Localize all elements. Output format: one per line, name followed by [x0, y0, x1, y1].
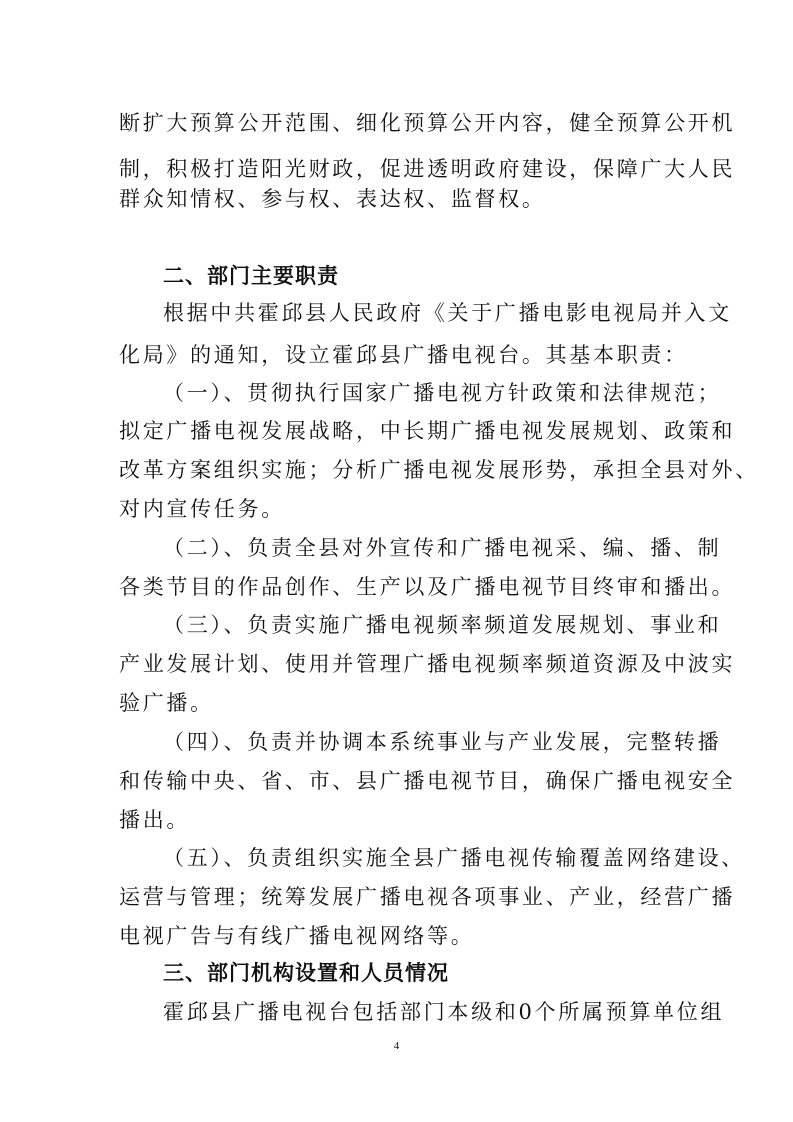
section-heading: 三、部门机构设置和人员情况 [163, 961, 449, 985]
body-text-line: 化局》的通知，设立霍邱县广播电视台。其基本职责： [119, 343, 688, 367]
duty-item-line: 产业发展计划、使用并管理广播电视频率频道资源及中波实 [119, 652, 736, 676]
body-text-line: 断扩大预算公开范围、细化预算公开内容，健全预算公开机 [119, 111, 736, 135]
duty-item-line: 拟定广播电视发展战略，中长期广播电视发展规划、政策和 [119, 419, 736, 443]
page-number: 4 [393, 1040, 400, 1052]
duty-item-line: 改革方案组织实施；分析广播电视发展形势，承担全县对外、 [119, 458, 759, 482]
duty-item-line: （一）、贯彻执行国家广播电视方针政策和法律规范； [163, 381, 722, 405]
duty-item-line: （三）、负责实施广播电视频率频道发展规划、事业和 [163, 613, 722, 637]
body-text-line: 群众知情权、参与权、表达权、监督权。 [119, 187, 546, 211]
section-heading: 二、部门主要职责 [163, 264, 339, 288]
duty-item-line: 和传输中央、省、市、县广播电视节目，确保广播电视安全 [119, 769, 736, 793]
duty-item-line: （四）、负责并协调本系统事业与产业发展，完整转播 [163, 730, 722, 754]
duty-item-line: 运营与管理；统筹发展广播电视各项事业、产业，经营广播 [119, 885, 736, 909]
duty-item-line: （二）、负责全县对外宣传和广播电视采、编、播、制 [163, 536, 722, 560]
body-text-line: 霍邱县广播电视台包括部门本级和0个所属预算单位组 [163, 1000, 725, 1024]
duty-item-line: 验广播。 [119, 691, 214, 715]
duty-item-line: 播出。 [119, 808, 191, 832]
duty-item-line: 各类节目的作品创作、生产以及广播电视节目终审和播出。 [119, 575, 736, 599]
duty-item-line: 电视广告与有线广播电视网络等。 [119, 924, 475, 948]
duty-item-line: （五）、负责组织实施全县广播电视传输覆盖网络建设、 [163, 846, 745, 870]
body-text-line: 根据中共霍邱县人民政府《关于广播电影电视局并入文 [163, 301, 732, 325]
duty-item-line: 对内宣传任务。 [119, 497, 285, 521]
body-text-line: 制，积极打造阳光财政，促进透明政府建设，保障广大人民 [119, 157, 736, 181]
